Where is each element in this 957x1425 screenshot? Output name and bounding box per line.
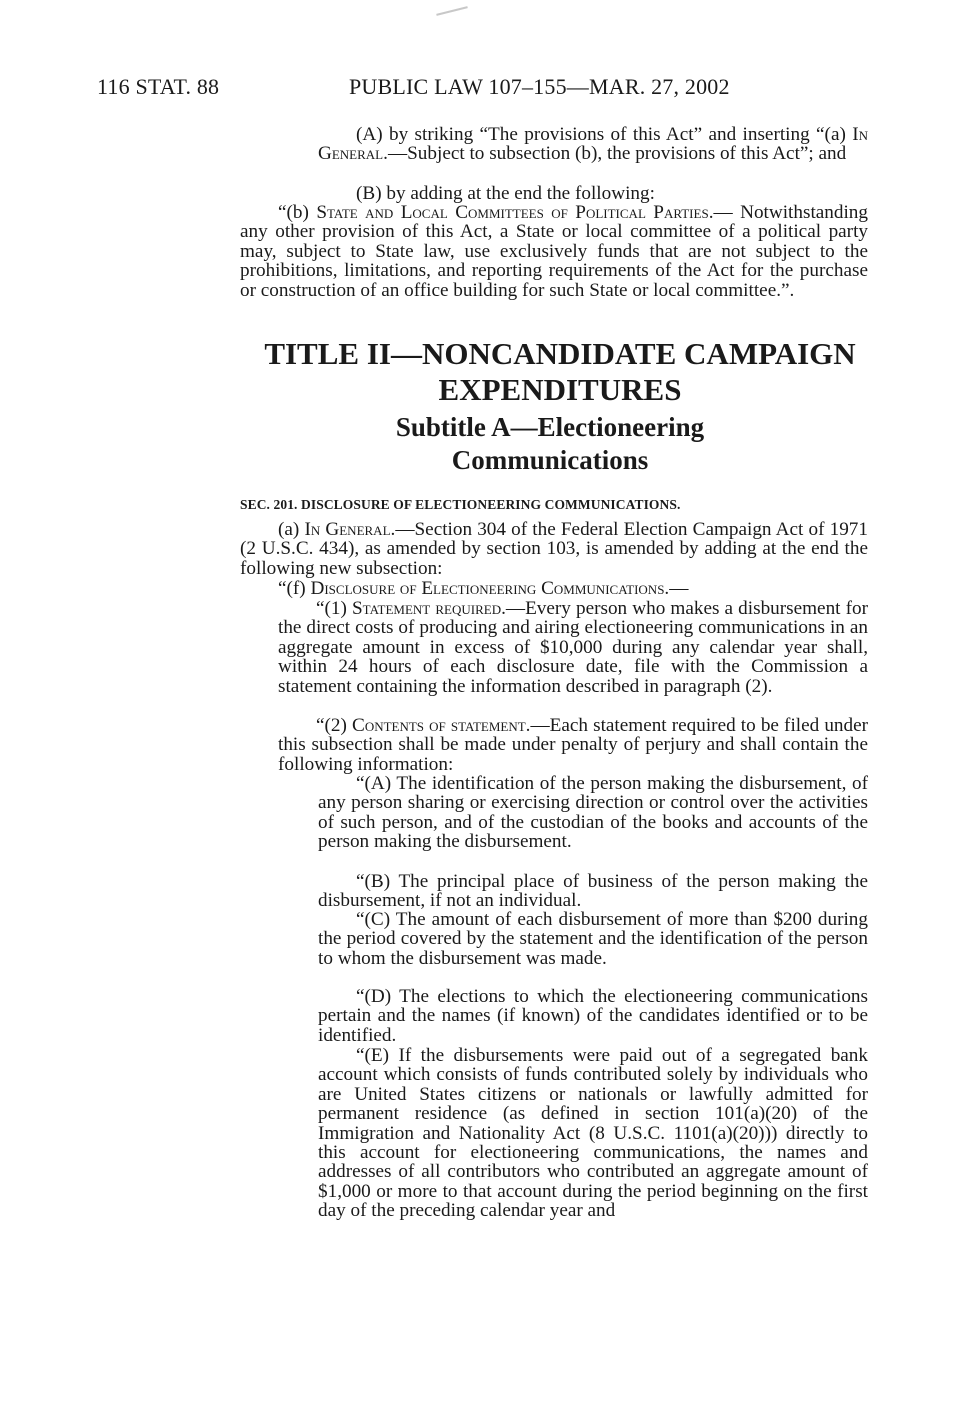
section-heading: SEC. 201. DISCLOSURE OF ELECTIONEERING COMMUNICATIONS. [240, 497, 681, 512]
subparagraph-b: “(B) The principal place of business of the person making the disbursement, if not an individual. [318, 871, 868, 912]
title-heading: TITLE II—NONCANDIDATE CAMPAIGN EXPENDITURES [264, 336, 856, 407]
section-a: (a) In General.—Section 304 of the Federal Election Campaign Act of 1971 (2 U.S.C. 434), as amended by section 103, is amended by adding at the end the following new subsection: [240, 519, 868, 579]
amendment-a: (A) by striking “The provisions of this Act” and inserting “(a) In General.—Subject to subsection (b), the provisions of this Act”; and [318, 124, 868, 165]
subparagraph-a: “(A) The identification of the person making the disbursement, of any person sharing or exercising direction or control over the activities of such person, and of the custodian of the books and accounts of the person making the disbursement. [318, 773, 868, 853]
amendment-b: (B) by adding at the end the following: [356, 183, 655, 204]
subsection-b-state-local: “(b) State and Local Committees of Political Parties.— Notwithstanding any other provision of this Act, a State or local committee of a political party may, subject to State law, use exclusively funds that are not subject to the prohibitions, limitations, and reporting requirements of the Act for the purchase or construction of an office building for such State or local committee.”. [240, 202, 868, 301]
scan-mark [436, 6, 468, 16]
subparagraph-d: “(D) The elections to which the electioneering communications pertain and the names (if known) of the candidates identified or to be identified. [318, 986, 868, 1046]
subparagraph-e: “(E) If the disbursements were paid out of a segregated bank account which consists of funds contributed solely by individuals who are United States citizens or nationals or lawfully admitted for permanent residence (as defined in section 101(a)(20) of the Immigration and Nationality Act (8 U.S.C. 1101(a)(20))) directly to this account for electioneering communications, the names and addresses of all contributors who contributed an aggregate amount of $1,000 or more to that account during the period beginning on the first day of the preceding calendar year and [318, 1045, 868, 1222]
page-reference: 116 STAT. 88 [97, 74, 220, 99]
subsection-f-heading: “(f) Disclosure of Electioneering Communications.— [278, 578, 689, 599]
subparagraph-c: “(C) The amount of each disbursement of more than $200 during the period covered by the statement and the identification of the person to whom the disbursement was made. [318, 909, 868, 969]
running-header: PUBLIC LAW 107–155—MAR. 27, 2002 [349, 74, 730, 99]
subtitle-heading: Subtitle A—Electioneering Communications [395, 412, 705, 475]
paragraph-1: “(1) Statement required.—Every person who makes a disbursement for the direct costs of producing and airing electioneering communications in an aggregate amount in excess of $10,000 during any calendar year shall, within 24 hours of each disclosure date, file with the Commission a statement containing the information described in paragraph (2). [278, 598, 868, 697]
paragraph-2: “(2) Contents of statement.—Each statement required to be filed under this subsection shall be made under penalty of perjury and shall contain the following information: [278, 715, 869, 775]
